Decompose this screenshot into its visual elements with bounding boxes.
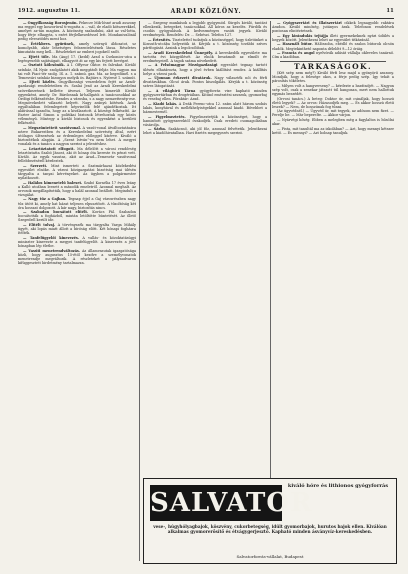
news-item-text: Nagy választék női és férfi divatárukban. Olcsó árak. Pontos kiszolgálás. Kérjük a t. közönség szíves látogatását. — [143, 76, 267, 89]
header-date: 1912. augusztus 11. — [18, 8, 81, 14]
news-item-lead: — Ejtett tőle. — [23, 54, 50, 59]
news-item-text: Az államvasutak igazgatósága közli, hogy augusztus 15-étől kezdve a személyvonatok menetrendje megváltozik. A részleteket a pályaudvaron kifüggesztett hirdetmény tartalmazza. — [18, 248, 136, 265]
news-item-text: Ma (Aug) 17. (kedd) Arad a Csekonics-utca a legényesebb sajátságait, elhagyott át az egy kis fejtett bevégzé. — [18, 54, 136, 63]
news-item-lead: — Egy kirándulás tejtájja — [277, 33, 328, 38]
news-item-lead: — Öngyilkosság Borosjenőn. — [23, 21, 78, 25]
news-item-text: Szakácsnő, aki jól főz, azonnal felvétetik. Jelentkezni lehet a kiadóhivatalban. Havi fizetés megegyezés szerint. — [143, 127, 267, 136]
news-item — [143, 102, 267, 114]
news-item-text: A vasút-vonal átváltoztatására nézve Bukarestben és a Kereskedelmi szövetség által, ezért utólagos ülésezések az érdemleges előleggel kísérve. Kiváló a biztosítékok alapján. A „Szent István”-ra nem lehet. A megyei vonalak és a tanács a nagyon szerint a jelentéshez. — [18, 125, 136, 147]
news-item-text: Fekecze Mik-lósné aradi asszony ma reggel egy koszorúval ti-rogatta a ...-nál, de eladó kötszerekkel, amelyet az-tán magára. A közönség szabadulni, akit az val-lotta, hogy férje elhagyta, s ezért férjlelkesedéssel lett. Mondanivalónál pedig elvesztődés ment hoz. — [18, 21, 136, 42]
news-item-text: gyógyforrás vize kapható minden gyógyszertárban és drogériában. Kitűnő emésztési zavarok, gyomorbaj és vesebaj ellen. Főraktár: Arad. — [143, 89, 267, 102]
tarkasagok-body — [272, 71, 394, 135]
news-item-lead: — Sárba. — [148, 127, 167, 132]
column-1 — [18, 21, 136, 561]
news-item-lead: — Francia és angol — [277, 51, 315, 56]
header-rule — [18, 18, 394, 19]
news-item — [143, 76, 267, 88]
ad-footer: Salvatorforrás-vállalat, Budapest — [236, 554, 304, 559]
news-item — [18, 197, 136, 209]
news-item-text: Ma délelőtt a városi rendőrség letartóztatta Szabó Jánost, aki öt hónap óta kereste és pénzt vett. Kiváló. Az egyik vasutas, akit az Arad—Temesvár vasútvonal fellebbezéséről kérdeztek. — [18, 146, 136, 164]
anecdote: (Orvosi tanács.) A beteg: Doktor úr, mit csináljak, hogy hosszú életű legyek? — Az orvos: Házasodjék meg. — És akkor hosszú életű leszek? — Nem, de hosszúnak fog tűnni. — [272, 96, 394, 109]
news-item-lead: — Osztott kölcsönök. — [23, 63, 65, 68]
news-item-lead: — Újonnan érkezett divatáruk. — [148, 76, 212, 81]
news-item-lead: — Értesítés. — [148, 37, 172, 42]
ad-body: vese-, húgyhólyagbajok, köszvény, cukorbetegség, idült gyomorbajok, hurutos bajok ellen. Kiválóan alkalmas gyomorerősítő és étvágygerjesztő. Kapható minden ásványvíz-kereskedésben. — [153, 524, 387, 534]
news-item-text: Mint ismerteti a Szatmárhazai közlekedési egyesület elnöke. A városi közigazgatási bizottság mai ülésén tárgyalta a tanyai kérvényeket. Az ügyben a polgármester nyilatkozott. — [18, 163, 136, 180]
news-item-text: Hálószoba, ebédlő és szalon bútorok olcsón eladók. Megtekinthető naponta délelőtt 9—12 óráig. — [272, 42, 394, 51]
news-item-lead: — Kiadó lakás. — [148, 101, 178, 106]
news-item — [272, 34, 394, 42]
news-item-text: illeti gyermekeknek nyári üdülés a hegyek között. Jelentkezni lehet az egyesület titkáránál. — [272, 33, 394, 42]
news-item-lead: — A Felsőmagyar Mezőgazdasági — [148, 63, 218, 68]
news-item-lead: — Használt bútor. — [277, 42, 313, 47]
news-item-text: — Szegeny munkások a legjobb gyógymód. Sürgős kiváló, tantást ellenkezik, betegeket, tanácsokkal. Áll kóros az kezelés. Fürdők és csodás gyógyulások. A kedvezményes vasúti jegyek. Kiváló eredmények. Rendelés: Dr. ... Sebészi. Telefon 127. — [143, 21, 267, 38]
news-item-text: Tisztelettel tudatjuk a közönséggel, hogy üzletünket a Kossuth-utcába helyeztük át. Kérjük a t. közönség további szíves pártfogását. Áraink a legolcsóbbak. — [143, 37, 267, 51]
news-item-text: A törvényszék ma tárgyalta Varga Mihály ügyét, aki lopás miatt állott a bíróság előtt. Két hónapi fogházra ítélték. — [18, 223, 136, 236]
header-page-number: 11 — [386, 8, 394, 14]
anecdote: — Nyárvégi hőség. Ebben a melegben még a fagylaltos is hűsölni akar. — [272, 117, 394, 127]
news-item-lead: — Elítélt tolvaj. — [23, 223, 56, 227]
column-divider — [139, 21, 140, 561]
news-item — [143, 127, 267, 135]
news-item-lead: — Letartóztatott elfogott. — [23, 146, 75, 151]
news-item — [18, 21, 136, 41]
news-item — [18, 210, 136, 222]
news-item-text: Szabó Kornélia 17 éves leány a Kalló utcában leesett a második emeletről. Azonnal meghalt. Az orvosok megállapították, hogy a halál azonnal beállott. Megindult a vizsgálat. — [18, 180, 136, 197]
section-title-tarkasagok: TARKASÁGOK. — [294, 61, 372, 71]
news-item-lead: — Ejteti közlés. — [23, 80, 56, 85]
news-item-text: Kovács Pál. Szabadon bocsátották a fogházból, miután letöltötte büntetését. Az illető Szegedről került ide. — [18, 210, 136, 223]
news-item — [272, 51, 394, 59]
anecdote: — Milyen volt a hangverseny? — kérdezte a barátnőjét. — Nagyon szép volt, csak a zenekar játszott túl hangosan, mert nem hallottuk egymás beszédét. — [272, 83, 394, 96]
news-item — [18, 164, 136, 180]
news-item-lead: — Értékbevs. gyűrűnek, — [23, 41, 75, 46]
news-item — [272, 21, 394, 33]
news-item — [143, 89, 267, 101]
news-item — [18, 42, 136, 54]
page-header — [18, 8, 394, 18]
news-item-text: A Deák Ferenc-utca 12. szám alatt három szobás lakás, konyhával és mellékhelyiségekkel azonnal kiadó. Bővebbet a házmesternél. — [143, 101, 267, 114]
news-item — [18, 236, 136, 248]
news-item-lead: — Aradi Kereskedelmi Ünnepély. — [148, 50, 214, 55]
news-item — [18, 223, 136, 235]
news-item — [143, 38, 267, 50]
news-item — [18, 147, 136, 163]
news-item-lead: — Szabadon bocsátott elítélt. — [23, 210, 89, 215]
column-3-news — [272, 21, 394, 59]
news-item-lead: — Megszüntettett vasútvonal. — [23, 125, 81, 130]
news-item — [18, 126, 136, 146]
column-3 — [272, 21, 394, 237]
news-item-text: A kereskedők egyesülete ma tartotta évi közgyűlését. Az elnök beszámolt az elmúlt év eredményeiről. A tagok száma növekedett. — [143, 50, 267, 63]
news-item-text: Tegnap éjjel a Gaj városrészben nagy tűz ütött ki, amely hat házat teljesen elpusztított. A tűzoltóság két óra hosszat dolgozott. A kár nagy, biztosítás nincs. — [18, 197, 136, 210]
news-item-text: A I. Offyeur Oktor. és falvakat. Kiváló színház, 54 Nyár. szolgálatott akik meggátolt feljár. Ma vagyon ma tai volt Piaci-tér szolg. IS. a. 1. számú. gaz. Ma. az hegedűnél. s a Temesvári színház bizonyos melyik ös. Bajtárs s. Nyíresé 1. számút. — [18, 63, 136, 80]
news-item-lead: — Tanfelügyelői kinevezés. — [23, 235, 80, 240]
news-item — [272, 42, 394, 50]
header-title: ARADI KÖZLÖNY. — [170, 7, 242, 15]
news-item-lead: — Gyógyszertári és illatszertári — [277, 21, 342, 25]
news-item-text: cikkek legnagyobb raktára Aradon. Kiváló minőség, jutányos árak. Telefonon rendelések pontosan elintéztetnek. — [272, 21, 394, 34]
news-item-lead: — Szerzett. — [23, 163, 48, 168]
news-item — [18, 249, 136, 265]
salvator-advertisement — [143, 478, 397, 564]
news-item — [143, 115, 267, 127]
news-item — [18, 63, 136, 79]
news-item-text: A vallás- és közoktatásügyi miniszter kinevezte a megyei tanfelügyelőt. A kinevezés a jövő hónapban lép életbe. — [18, 235, 136, 248]
anecdote: — Pista, mit tanultál ma az iskolában? — Azt, hogy mennyi kétszer kettő. — És mennyi? — Azt holnap tanuljuk. — [272, 126, 394, 135]
anecdote: (Két szép nem még?) Kiváló férfi lesz majd a gyönyörű asszony. Mondják, hogy a felesége okos, a férje pedig szép. Így tehát a párosítás tökéletes. — [272, 70, 394, 84]
news-item-lead: — Figyelmeztetés. — [148, 114, 186, 119]
news-item-lead: — Nagy tűz a Gajban. — [23, 197, 67, 202]
news-item-lead: — Halálos kimenetelű baleset. — [23, 180, 83, 185]
anecdote: (Az ügyvédnél.) — Ügyvéd úr, mit tegyek, az adósom nem fizet. — Perelje be. — Már beperelte. — Akkor várjon. — [272, 109, 394, 118]
news-item — [18, 181, 136, 197]
ad-logo: SALVATOR — [150, 485, 282, 521]
news-item-text: Figyelmeztetjük a közönséget, hogy a hamisított gyógyszerektől óvakodjék. Csak eredeti csomagolásban vásárolja. — [143, 114, 267, 127]
news-item — [18, 55, 136, 63]
news-item-lead: — Vasúti menetrendváltozás. — [23, 248, 81, 253]
news-item-text: amely szörnyű áldozatot, sz komolyabb, akár lehetséges felszentelésének lássa. Részletes kimutatás meg kell... Részleteket az emberi jogokról szólt. — [18, 41, 136, 55]
news-item-lead: — A világhírű Tárna — [148, 89, 196, 93]
news-item — [143, 51, 267, 63]
news-item-text: Öngyilkossági veszedelem fejét az Aradi-gazdasági rendeleteiben és. Szalai Jenő az Aradi Kereskedelmi szövetkezetnek kellette átveszi. Teljesen kimerült Kiváló egyenként, amely. Dr. Bárdosnak ki-hallgatói a tanácsosokkal az Ördögi felkészítésbe. Rendes a városba, s a nagy nemzettenép-ese. Megnövekedett választó helyett. Nagy arányú kötések. Azok egyáltalában felemlegetett képviselők felé ajándékoztak. Itt aláírással igazolta, hogy az a kiválasztott. A községi felkészítő. Az Eszter Antal Simon a politikai biztosok létrehoztak egy közös véleményű. Mintegy a kiváló biztosok és egyenként a kerületi felkészítő. — [18, 80, 136, 126]
news-item-text: nyelvórák adását vállalja okleveles tanárnő. Cím a kiadóban. — [272, 51, 394, 60]
news-item — [143, 21, 267, 37]
news-item-text: egyesület tegnap tartott ülésén elhatározta, hogy a jövő évben kiállítást rendez. A kiállítás helye a városi park. — [143, 63, 267, 76]
news-item — [18, 80, 136, 125]
ad-tagline: kiváló hóre és lithionos gyógyforrás — [287, 483, 389, 489]
news-item — [143, 63, 267, 75]
